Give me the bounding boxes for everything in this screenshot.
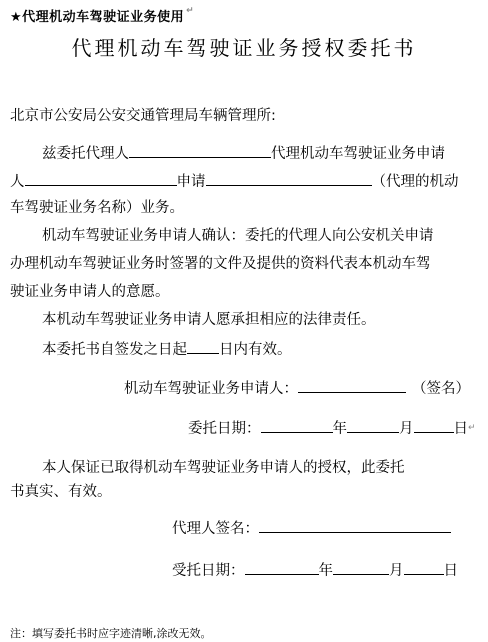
document-title: 代理机动车驾驶证业务授权委托书: [71, 36, 417, 60]
applicant-signature-suffix: （签名）: [412, 381, 470, 397]
valid-days-blank[interactable]: [187, 338, 219, 354]
p1-text-c: 人: [10, 174, 25, 190]
liability-statement: 本机动车驾驶证业务申请人愿承担相应的法律责任。: [42, 312, 376, 328]
delegation-month-field[interactable]: [347, 418, 399, 433]
agent-statement-line2: 书真实、有效。: [10, 484, 112, 500]
delegation-year-field[interactable]: [261, 418, 333, 433]
footnote: 注：填写委托书时应字迹清晰,涂改无效。: [10, 627, 212, 640]
agent-signature-field[interactable]: [259, 518, 451, 533]
applicant-signature-row: [124, 378, 470, 399]
p1-text-b: 代理机动车驾驶证业务申请: [271, 146, 445, 162]
p1-line3: 车驾驶证业务名称）业务。: [10, 200, 184, 216]
header-label: [10, 6, 194, 25]
acceptance-date-row: [172, 560, 458, 581]
business-name-blank[interactable]: [206, 170, 372, 186]
p1-text-a: 兹委托代理人: [42, 146, 129, 162]
p1-text-e: （代理的机动: [371, 174, 459, 190]
acceptance-year-field[interactable]: [245, 560, 319, 575]
acceptance-day-label: 日: [443, 563, 458, 579]
delegation-date-label: 委托日期：: [188, 421, 261, 437]
paragraph-mark-icon: ↵: [468, 423, 476, 433]
p1-text-d: 申请: [176, 174, 206, 190]
acceptance-year-label: 年: [318, 563, 333, 579]
validity-text-a: 本委托书自签发之日起: [42, 342, 187, 358]
addressee: 北京市公安局公安交通管理局车辆管理所:: [10, 108, 276, 124]
p2-line1: 机动车驾驶证业务申请人确认：委托的代理人向公安机关申请: [42, 228, 434, 244]
acceptance-month-field[interactable]: [333, 560, 389, 575]
delegation-day-label: 日: [453, 421, 468, 437]
p2-line3: 驶证业务申请人的意愿。: [10, 284, 170, 300]
acceptance-date-label: 受托日期：: [172, 563, 245, 579]
delegation-year-label: 年: [332, 421, 347, 437]
header-label-text: ★代理机动车驾驶证业务使用: [10, 10, 185, 25]
validity-text-b: 日内有效。: [219, 342, 292, 358]
delegation-day-field[interactable]: [414, 418, 454, 433]
validity-statement: [42, 338, 292, 360]
applicant-name-blank[interactable]: [25, 170, 177, 186]
agent-signature-label: 代理人签名：: [172, 521, 259, 537]
p1-line1: [42, 142, 445, 164]
agent-signature-row: [172, 518, 451, 539]
p2-line2: 办理机动车驾驶证业务时签署的文件及提供的资料代表本机动车驾: [10, 256, 431, 272]
applicant-signature-field[interactable]: [298, 378, 406, 393]
agent-name-blank[interactable]: [129, 142, 271, 158]
delegation-month-label: 月: [399, 421, 414, 437]
applicant-signature-label: 机动车驾驶证业务申请人：: [124, 381, 298, 397]
p1-line2: [10, 170, 459, 192]
acceptance-day-field[interactable]: [404, 560, 444, 575]
acceptance-month-label: 月: [389, 563, 404, 579]
paragraph-mark-icon: ↵: [186, 6, 195, 16]
agent-statement-line1: 本人保证已取得机动车驾驶证业务申请人的授权，此委托: [42, 460, 405, 476]
delegation-date-row: [188, 418, 476, 439]
